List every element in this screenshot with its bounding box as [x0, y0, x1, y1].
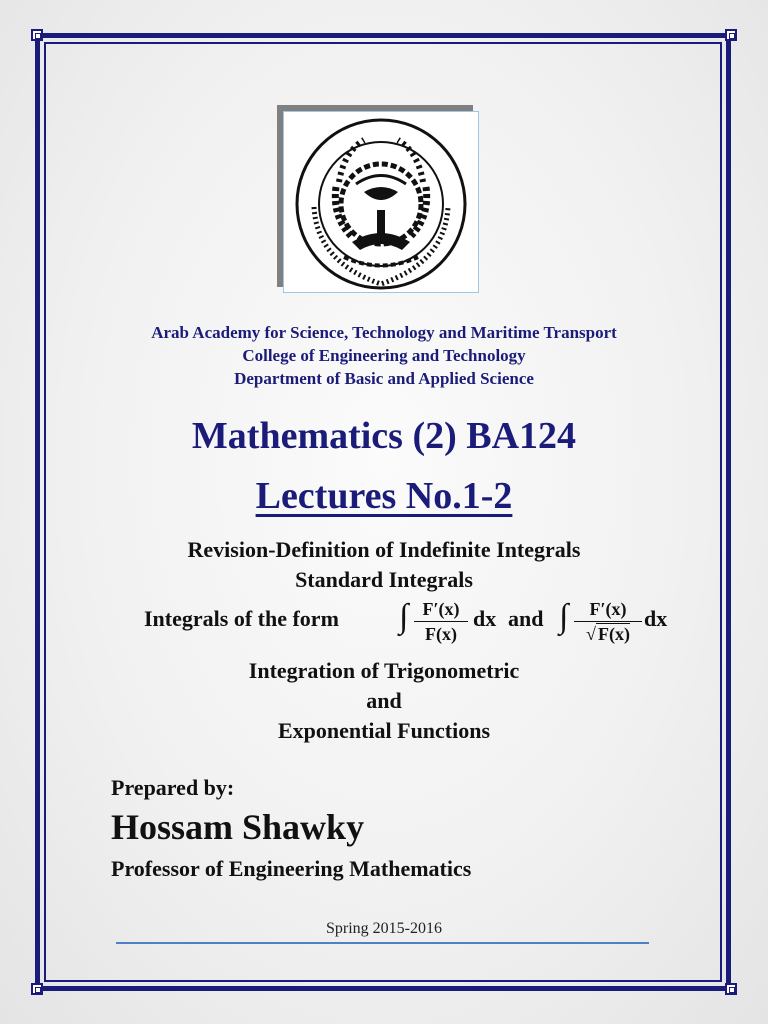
- college-name: College of Engineering and Technology: [242, 346, 526, 365]
- topic-trigonometric: Integration of Trigonometric: [248, 658, 520, 683]
- term-label: Spring 2015-2016: [326, 920, 442, 937]
- logo: [283, 111, 479, 293]
- fraction-1: [414, 598, 468, 645]
- corner-ornament-bottom-right: [725, 983, 737, 995]
- integral-sign-icon: ∫: [399, 598, 409, 635]
- lectures-label: Lectures No.1-2: [255, 475, 513, 517]
- department-name: Department of Basic and Applied Science: [234, 369, 534, 388]
- corner-ornament-top-left: [31, 29, 43, 41]
- lectures-heading: [0, 474, 768, 518]
- corner-ornament-top-right: [725, 29, 737, 41]
- fraction-1-denominator: F(x): [425, 624, 457, 644]
- fraction-2: [574, 598, 642, 645]
- prepared-by-label: Prepared by:: [111, 775, 235, 800]
- fraction-2-numerator: F′(x): [589, 599, 627, 619]
- topic-exponential: Exponential Functions: [277, 718, 491, 743]
- topic-standard-integrals: Standard Integrals: [295, 567, 473, 592]
- fraction-1-bar: [414, 621, 468, 622]
- topic-and: and: [366, 688, 402, 713]
- integrals-form-prefix: Integrals of the form: [144, 606, 339, 631]
- fraction-1-numerator: F′(x): [422, 599, 460, 619]
- author-name: Hossam Shawky: [111, 807, 365, 847]
- fraction-2-denominator: F(x): [597, 624, 630, 644]
- author-role: Professor of Engineering Mathematics: [111, 856, 472, 881]
- and-label: and: [508, 606, 544, 631]
- topic-revision: Revision-Definition of Indefinite Integrals: [187, 537, 581, 562]
- fraction-2-bar: [574, 621, 642, 622]
- integral-sign-icon-2: ∫: [559, 598, 569, 635]
- fraction-2-denominator-wrap: [574, 623, 642, 645]
- corner-ornament-bottom-left: [31, 983, 43, 995]
- dx-label-1: dx: [473, 606, 497, 631]
- course-title: Mathematics (2) BA124: [191, 415, 577, 457]
- sqrt-icon: √: [586, 624, 596, 644]
- dx-label-2: dx: [644, 606, 668, 631]
- footer-divider: [116, 942, 649, 944]
- institution-name: Arab Academy for Science, Technology and Maritime Transport: [151, 323, 617, 342]
- arab-academy-seal-logo-icon: [284, 112, 478, 292]
